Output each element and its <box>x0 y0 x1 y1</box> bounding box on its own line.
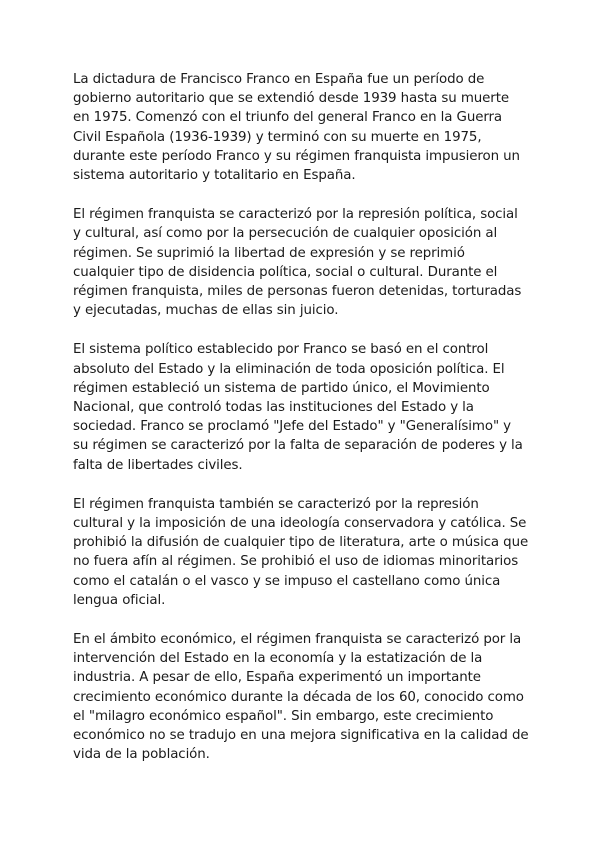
paragraph-political-system: El sistema político establecido por Franco se basó en el control absoluto del Estado y la eliminación de toda oposición política. El régimen estableció un sistema de partido único, el Movimiento Nacional, que controló todas las instituciones del Estado y la sociedad. Franco se proclamó "Jefe del Estado" y "Generalísimo" y su régimen se caracterizó por la falta de separación de poderes y la falta de libertades civiles. <box>73 342 523 473</box>
paragraph-intro: La dictadura de Francisco Franco en España fue un período de gobierno autoritario que se extendió desde 1939 hasta su muerte en 1975. Comenzó con el triunfo del general Franco en la Guerra Civil Española (1936-1939) y terminó con su muerte en 1975, durante este período Franco y su régimen franquista impusieron un sistema autoritario y totalitario en España. <box>73 72 520 184</box>
document-body <box>73 70 529 785</box>
paragraph-economy: En el ámbito económico, el régimen franquista se caracterizó por la intervención del Estado en la economía y la estatización de la industria. A pesar de ello, España experimentó un importante crecimiento económico durante la década de los 60, conocido como el "milagro económico español". Sin embargo, este crecimiento económico no se tradujo en una mejora significativa en la calidad de vida de la población. <box>73 632 529 763</box>
paragraph-repression: El régimen franquista se caracterizó por la represión política, social y cultural, así como por la persecución de cualquier oposición al régimen. Se suprimió la libertad de expresión y se reprimió cualquier tipo de disidencia política, social o cultural. Durante el régimen franquista, miles de personas fueron detenidas, torturadas y ejecutadas, muchas de ellas sin juicio. <box>73 207 522 319</box>
paragraph-cultural-repression: El régimen franquista también se caracterizó por la represión cultural y la imposición de una ideología conservadora y católica. Se prohibió la difusión de cualquier tipo de literatura, arte o música que no fuera afín al régimen. Se prohibió el uso de idiomas minoritarios como el catalán o el vasco y se impuso el castellano como única lengua oficial. <box>73 496 529 608</box>
